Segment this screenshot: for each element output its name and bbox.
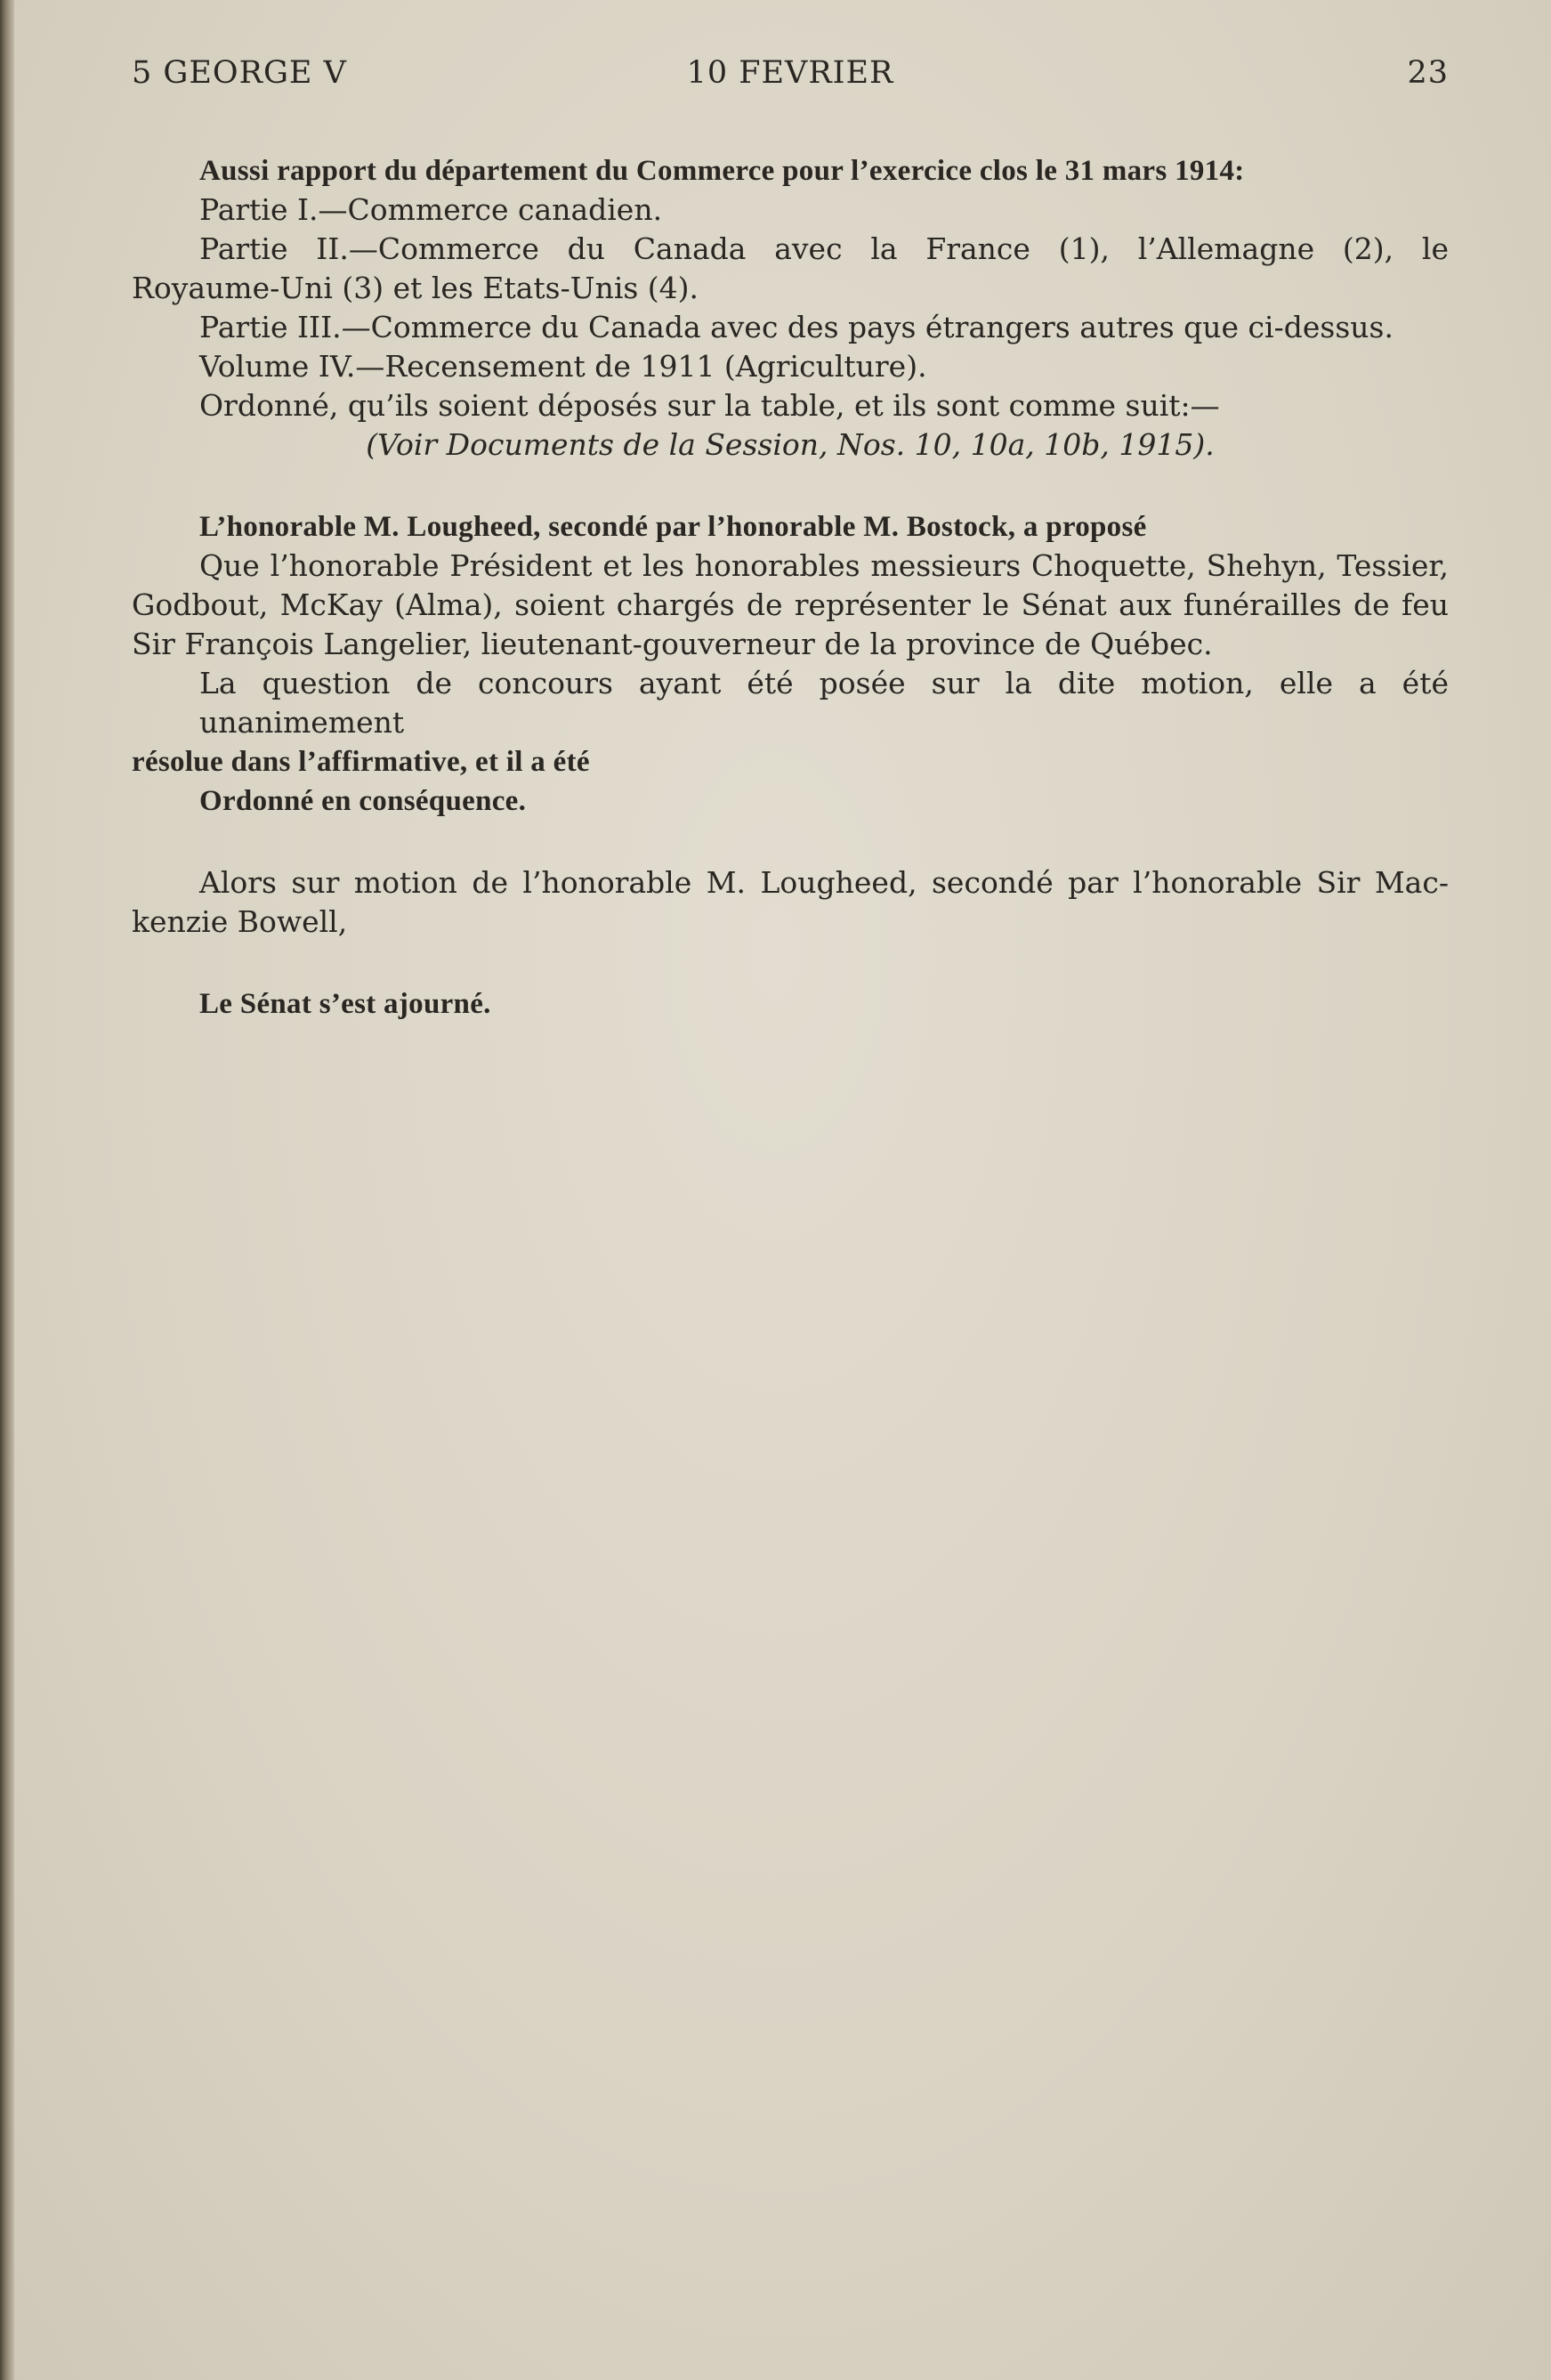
- page-binding-edge: [0, 0, 14, 2380]
- text-line: Aussi rapport du département du Commerce pour l’exercice clos le 31 mars 1914:: [199, 155, 1245, 187]
- header-session: 5 GEORGE V: [132, 55, 347, 91]
- paragraph-adjournment-motion: [132, 863, 1449, 942]
- paragraph-reports: [132, 151, 1449, 465]
- text-line: Sir François Langelier, lieutenant-gouverneur de la province de Québec.: [132, 627, 1213, 661]
- text-line: Que l’honorable Président et les honorables messieurs Choquette, Shehyn, Tessier,: [199, 548, 1449, 583]
- text-line: Ordonné, qu’ils soient déposés sur la table, et ils sont comme suit:—: [199, 388, 1220, 423]
- header-date: 10 FEVRIER: [686, 55, 894, 91]
- text-line: résolue dans l’affirmative, et il a été: [132, 746, 590, 778]
- paragraph-gap: [132, 942, 1449, 984]
- paragraph-gap: [132, 465, 1449, 507]
- text-line: L’honorable M. Lougheed, secondé par l’honorable M. Bostock, a proposé: [199, 511, 1147, 543]
- text-line: Godbout, McKay (Alma), soient chargés de représenter le Sénat aux funérailles de feu: [132, 587, 1449, 622]
- text-line: Volume IV.—Recensement de 1911 (Agriculture).: [199, 349, 927, 384]
- text-line: Royaume-Uni (3) et les Etats-Unis (4).: [132, 271, 699, 305]
- paragraph-adjourned: [132, 984, 1449, 1024]
- italic-reference: (Voir Documents de la Session, Nos. 10, 10a, 10b, 1915).: [366, 427, 1215, 462]
- paragraph-gap: [132, 821, 1449, 863]
- page-number: 23: [1407, 55, 1449, 91]
- text-line: Partie II.—Commerce du Canada avec la France (1), l’Allemagne (2), le: [199, 231, 1449, 266]
- text-line: La question de concours ayant été posée sur la dite motion, elle a été unanimement: [199, 666, 1449, 740]
- text-line: Alors sur motion de l’honorable M. Lougheed, secondé par l’honorable Sir Mac-: [199, 865, 1449, 900]
- session-documents-reference: [132, 425, 1449, 465]
- text-line: kenzie Bowell,: [132, 904, 348, 939]
- journal-body: [132, 151, 1449, 1024]
- text-line: Ordonné en conséquence.: [199, 785, 527, 817]
- text-line: Partie I.—Commerce canadien.: [199, 192, 663, 227]
- text-line: Partie III.—Commerce du Canada avec des pays étrangers autres que ci-dessus.: [199, 310, 1393, 344]
- text-line: Le Sénat s’est ajourné.: [199, 988, 491, 1020]
- paragraph-motion-funeral: [132, 507, 1449, 821]
- running-header: [132, 55, 1449, 100]
